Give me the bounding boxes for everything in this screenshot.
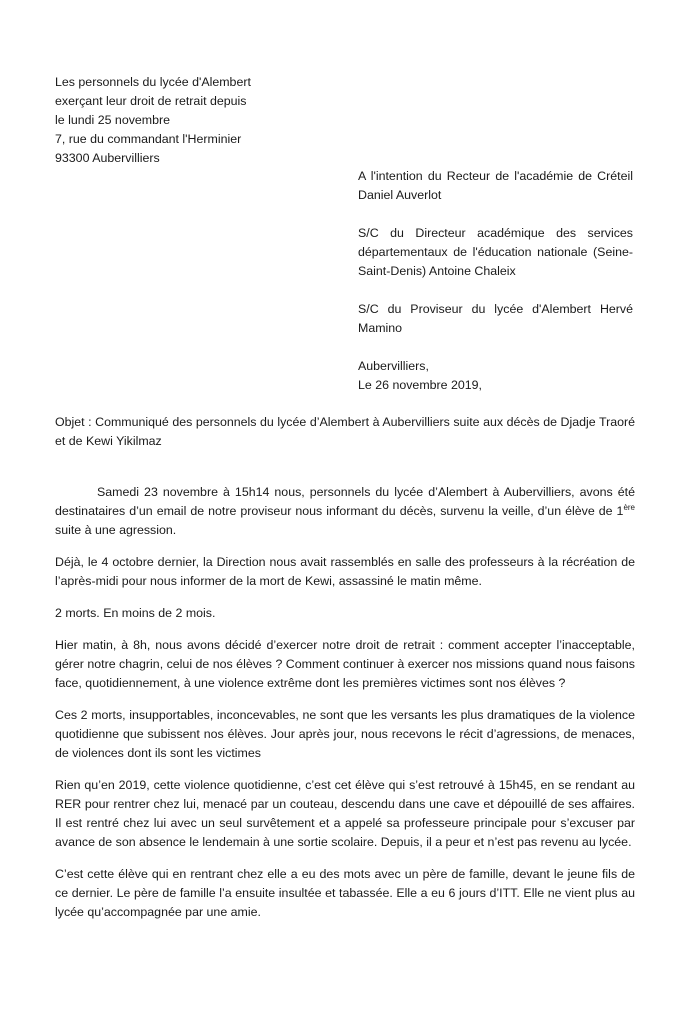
sender-line: exerçant leur droit de retrait depuis (55, 94, 247, 108)
date: Le 26 novembre 2019, (358, 378, 482, 392)
subject-line: Objet : Communiqué des personnels du lycée d’Alembert à Aubervilliers suite aux décès de Djadje Traoré et de Kewi Yikilmaz (55, 415, 635, 448)
place-date (358, 357, 633, 395)
place: Aubervilliers, (358, 359, 429, 373)
paragraph: Rien qu’en 2019, cette violence quotidienne, c’est cet élève qui s’est retrouvé à 15h45, en se rendant au RER pour rentrer chez lui, menacé par un couteau, descendu dans une cave et dépouillé de ses affaires. Il est rentré chez lui avec un seul survêtement et a appelé sa professeure principale pour s’excuser par avance de son absence le lendemain à une sortie scolaire. Depuis, il a peur et n’est pas revenu au lycée. (55, 778, 635, 849)
recipient-block (358, 167, 633, 395)
sender-line: 93300 Aubervilliers (55, 151, 160, 165)
paragraph (55, 483, 635, 540)
sender-line: Les personnels du lycée d'Alembert (55, 75, 251, 89)
paragraph: Hier matin, à 8h, nous avons décidé d’exercer notre droit de retrait : comment accepter l’inacceptable, gérer notre chagrin, celui de nos élèves ? Comment continuer à exercer nos missions quand nous faisons face, quotidiennement, à une violence extrême dont les premières victimes sont nos élèves ? (55, 638, 635, 690)
sender-line: le lundi 25 novembre (55, 113, 171, 127)
recipient-directeur: S/C du Directeur académique des services départementaux de l'éducation nationale (Seine-Saint-Denis) Antoine Chaleix (358, 226, 633, 278)
sender-address (55, 73, 375, 168)
recipient-proviseur: S/C du Proviseur du lycée d'Alembert Hervé Mamino (358, 302, 633, 335)
paragraph-text: Samedi 23 novembre à 15h14 nous, personnels du lycée d’Alembert à Aubervilliers, avons été destinataires d’un email de notre proviseur nous informant du décès, survenu la veille, d’un élève de 1 (55, 485, 635, 518)
paragraph: Déjà, le 4 octobre dernier, la Direction nous avait rassemblés en salle des professeurs à la récréation de l’après-midi pour nous informer de la mort de Kewi, assassiné le matin même. (55, 555, 635, 588)
recipient-recteur: A l'intention du Recteur de l'académie de Créteil Daniel Auverlot (358, 169, 633, 202)
paragraph: 2 morts. En moins de 2 mois. (55, 606, 216, 620)
sender-line: 7, rue du commandant l'Herminier (55, 132, 242, 146)
paragraph: Ces 2 morts, insupportables, inconcevables, ne sont que les versants les plus dramatiques de la violence quotidienne que subissent nos élèves. Jour après jour, nous recevons le récit d’agressions, de menaces, de violences dont ils sont les victimes (55, 708, 635, 760)
ordinal-suffix: ère (623, 502, 635, 512)
letter-body (55, 413, 635, 935)
paragraph: C’est cette élève qui en rentrant chez elle a eu des mots avec un père de famille, devant le jeune fils de ce dernier. Le père de famille l’a ensuite insultée et tabassée. Elle a eu 6 jours d’ITT. Elle ne vient plus au lycée qu’accompagnée par une amie. (55, 867, 635, 919)
paragraph-text: suite à une agression. (55, 523, 177, 537)
